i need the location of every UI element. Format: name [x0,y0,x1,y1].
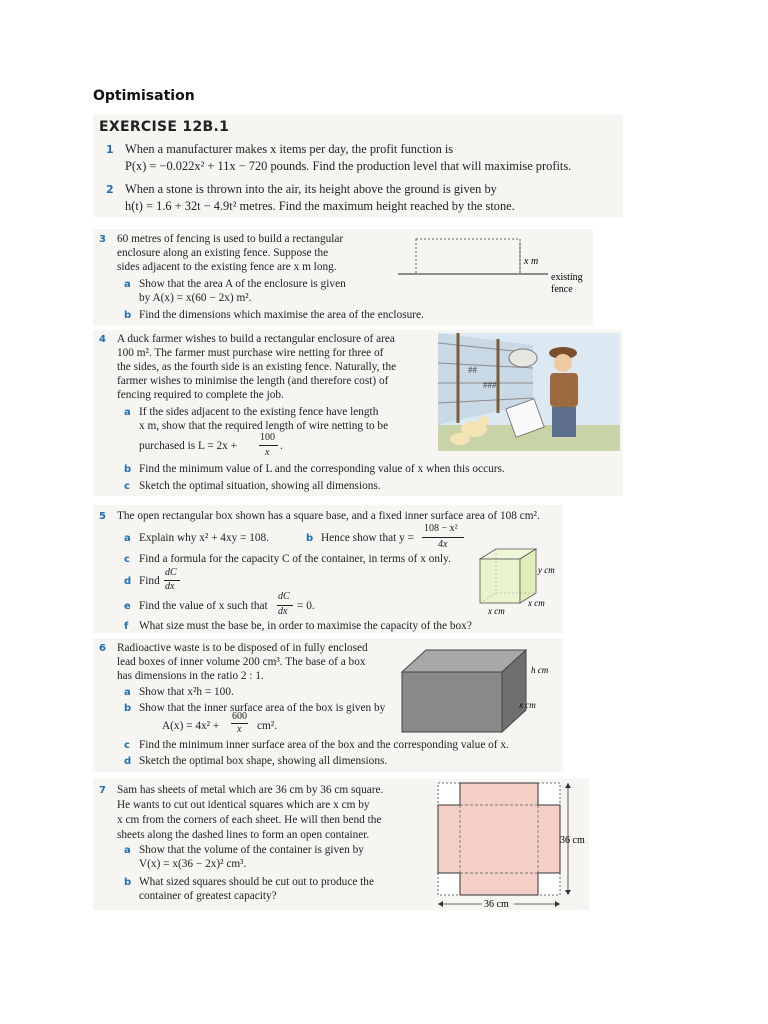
q3-line3: sides adjacent to the existing fence are x m long. [117,261,337,273]
q4-line5: fencing required to complete the job. [117,389,284,401]
q3-line2: enclosure along an existing fence. Suppose the [117,247,329,259]
part-label: c [124,554,130,565]
lead-box-h-label: h cm [531,665,549,675]
q7-line1: Sam has sheets of metal which are 36 cm by 36 cm square. [117,784,384,796]
q5-d-line1: Find [139,575,160,587]
metal-sheet-diagram [432,779,589,910]
q7-a-line2: V(x) = x(36 − 2x)² cm³. [139,858,247,870]
part-label: d [124,756,132,767]
part-label: a [124,279,131,290]
part-label: a [124,407,131,418]
q2-line2: h(t) = 1.6 + 32t − 4.9t² metres. Find the maximum height reached by the stone. [125,199,515,213]
part-label: b [124,877,132,888]
q5-a-line1: Explain why x² + 4xy = 108. [139,532,270,544]
q5-e-tail: = 0. [297,600,315,612]
part-label: b [124,703,132,714]
q6-line3: has dimensions in the ratio 2 : 1. [117,670,264,682]
fraction-denominator: 4x [438,539,448,550]
fence-label-1: existing [551,272,583,283]
q3-b-line1: Find the dimensions which maximise the area of the enclosure. [139,309,424,321]
part-label: c [124,481,130,492]
q6-d-line1: Sketch the optimal box shape, showing all dimensions. [139,755,388,767]
part-label: a [124,533,131,544]
fraction-bar [422,537,464,538]
question-number: 4 [99,334,106,345]
q7-b-line1: What sized squares should be cut out to produce the [139,876,374,888]
fraction-bar [259,445,278,446]
fraction-numerator: 600 [232,711,247,722]
q6-b-tail: cm². [257,720,278,732]
fraction-numerator: 108 − x² [424,523,458,534]
question-number: 1 [106,143,114,156]
fence-label-2: fence [551,284,573,294]
q5-b-line1: Hence show that y = [321,532,414,544]
fraction-denominator: x [237,724,242,735]
q4-c-line1: Sketch the optimal situation, showing all dimensions. [139,480,381,492]
fraction-numerator: dC [165,567,177,578]
question-number: 5 [99,511,106,522]
q4-line2: 100 m². The farmer must purchase wire netting for three of [117,347,384,359]
question-number: 7 [99,785,106,796]
open-box-diagram [474,545,564,617]
q7-b-line2: container of greatest capacity? [139,890,277,902]
duck-farmer-illustration [438,333,620,451]
fraction-numerator: 100 [260,432,275,443]
q6-line1: Radioactive waste is to be disposed of in fully enclosed [117,642,368,654]
fence-x-label: x m [524,256,539,267]
q4-line4: farmer wishes to minimise the length (and therefore cost) of [117,375,389,387]
part-label: e [124,601,131,612]
lead-box-x-label: x cm [519,700,536,710]
q7-line2: He wants to cut out identical squares which are x cm by [117,799,370,811]
fraction-period: . [280,440,283,452]
page-title: Optimisation [93,88,195,104]
q4-line3: the sides, as the fourth side is an existing fence. Naturally, the [117,361,397,373]
box-y-label: y cm [538,565,555,575]
q3-a-line2: by A(x) = x(60 − 2x) m². [139,292,252,304]
q7-line3: x cm from the corners of each sheet. He will then bend the [117,814,382,826]
fraction-denominator: x [265,447,270,458]
exercise-title: EXERCISE 12B.1 [99,119,230,135]
fraction-numerator: dC [278,591,290,602]
q6-b-line1: Show that the inner surface area of the box is given by [139,702,386,714]
q3-a-line1: Show that the area A of the enclosure is given [139,278,346,290]
box-x-label-right: x cm [528,598,545,608]
part-label: d [124,576,132,587]
q7-line4: sheets along the dashed lines to form an open container. [117,829,370,841]
q7-a-line1: Show that the volume of the container is given by [139,844,364,856]
part-label: f [124,621,129,632]
q2-line1: When a stone is thrown into the air, its height above the ground is given by [125,182,497,196]
q3-line1: 60 metres of fencing is used to build a rectangular [117,233,344,245]
q5-e-line1: Find the value of x such that [139,600,268,612]
q5-line1: The open rectangular box shown has a square base, and a fixed inner surface area of 108 cm². [117,510,540,522]
question-number: 2 [106,183,114,196]
q6-line2: lead boxes of inner volume 200 cm³. The base of a box [117,656,366,668]
q5-c-line1: Find a formula for the capacity C of the container, in terms of x only. [139,553,451,565]
q4-line1: A duck farmer wishes to build a rectangular enclosure of area [117,333,395,345]
fraction-denominator: dx [278,606,288,617]
q4-b-line1: Find the minimum value of L and the corresponding value of x when this occurs. [139,463,505,475]
q1-line2: P(x) = −0.022x² + 11x − 720 pounds. Find the production level that will maximise profits. [125,159,572,173]
sheet-side-label: 36 cm [560,835,585,846]
q4-a-line1: If the sides adjacent to the existing fence have length [139,406,379,418]
part-label: a [124,845,131,856]
svg-text:###: ### [483,380,497,390]
lead-box-diagram [400,648,562,740]
q4-a-line2: x m, show that the required length of wire netting to be [139,420,389,432]
q4-a-line3: purchased is L = 2x + [139,440,237,452]
sheet-bottom-label: 36 cm [484,899,509,910]
q6-c-line1: Find the minimum inner surface area of the box and the corresponding value of x. [139,739,509,751]
part-label: b [124,310,132,321]
question-number: 6 [99,643,106,654]
question-number: 3 [99,234,106,245]
fence-diagram [398,234,593,294]
q6-a-line1: Show that x²h = 100. [139,686,234,698]
part-label: a [124,687,131,698]
q6-b-line2: A(x) = 4x² + [162,720,220,732]
q5-f-line1: What size must the base be, in order to maximise the capacity of the box? [139,620,472,632]
svg-text:##: ## [468,365,477,375]
part-label: b [306,533,314,544]
part-label: c [124,740,130,751]
box-x-label-bottom: x cm [488,606,505,616]
part-label: b [124,464,132,475]
fraction-denominator: dx [165,581,175,592]
q1-line1: When a manufacturer makes x items per day, the profit function is [125,142,454,156]
